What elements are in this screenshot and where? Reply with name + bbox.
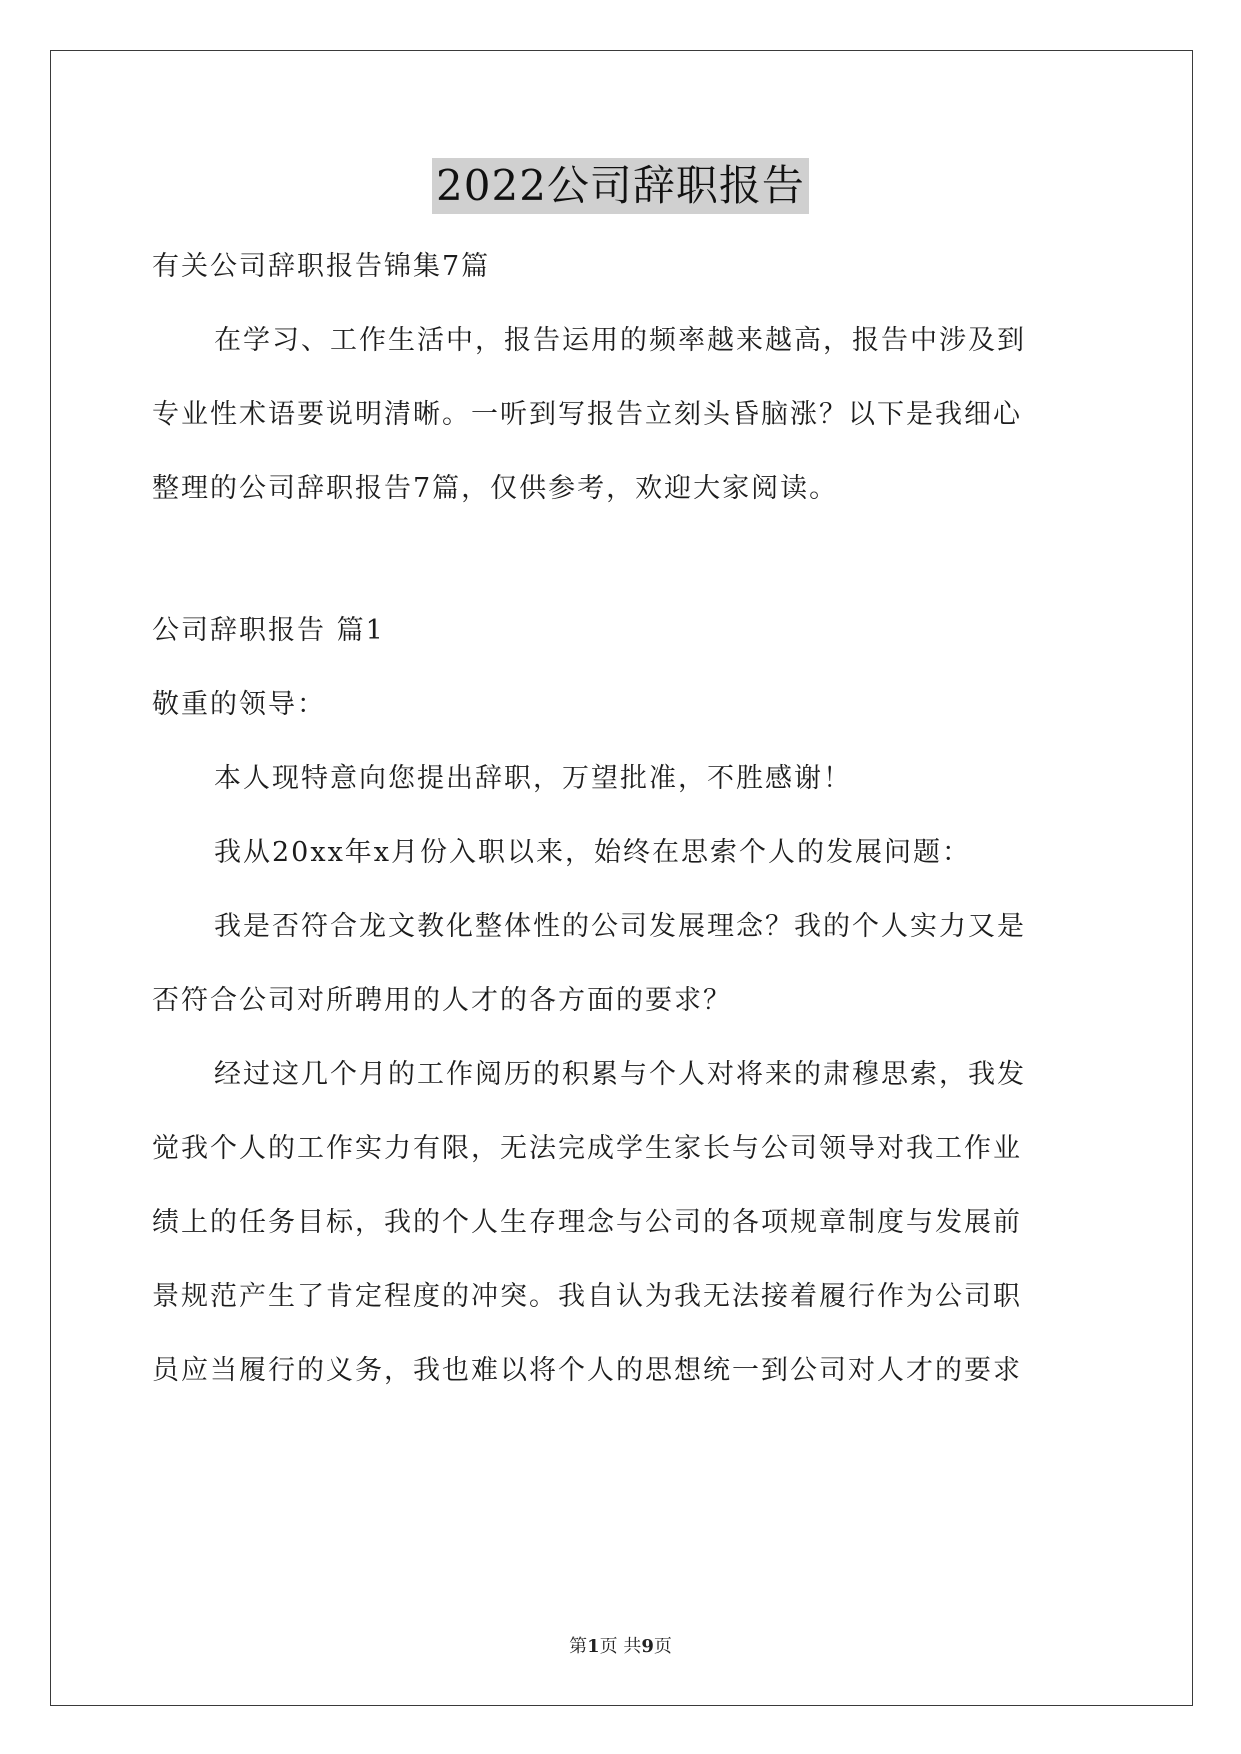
- intro-line: 整理的公司辞职报告7篇，仅供参考，欢迎大家阅读。: [152, 473, 839, 504]
- paragraph-line: 经过这几个月的工作阅历的积累与个人对将来的肃穆思索，我发: [214, 1059, 1026, 1090]
- page-footer: [0, 1632, 1241, 1658]
- paragraph-line: 否符合公司对所聘用的人才的各方面的要求？: [152, 985, 732, 1016]
- footer-suffix: 页: [653, 1636, 672, 1657]
- title-wrap: [0, 158, 1241, 214]
- footer-total-pages: 9: [641, 1636, 654, 1657]
- document-subtitle: 有关公司辞职报告锦集7篇: [152, 251, 491, 282]
- footer-prefix: 第: [569, 1636, 588, 1657]
- paragraph-line: 员应当履行的义务，我也难以将个人的思想统一到公司对人才的要求: [152, 1355, 1022, 1386]
- intro-line: 在学习、工作生活中，报告运用的频率越来越高，报告中涉及到: [214, 325, 1026, 356]
- section-heading: 公司辞职报告 篇1: [152, 615, 385, 646]
- paragraph-line: 绩上的任务目标，我的个人生存理念与公司的各项规章制度与发展前: [152, 1207, 1022, 1238]
- paragraph-line: 景规范产生了肯定程度的冲突。我自认为我无法接着履行作为公司职: [152, 1281, 1022, 1312]
- page-border: [50, 50, 1193, 1706]
- paragraph-line: 我从20xx年x月份入职以来，始终在思索个人的发展问题：: [214, 837, 972, 868]
- intro-line: 专业性术语要说明清晰。一听到写报告立刻头昏脑涨？以下是我细心: [152, 399, 1022, 430]
- paragraph-line: 觉我个人的工作实力有限，无法完成学生家长与公司领导对我工作业: [152, 1133, 1022, 1164]
- paragraph-line: 本人现特意向您提出辞职，万望批准，不胜感谢！: [214, 763, 852, 794]
- footer-mid: 页 共: [599, 1636, 642, 1657]
- footer-page-number: 1: [587, 1636, 600, 1657]
- salutation: 敬重的领导：: [152, 689, 326, 720]
- document-title: 2022公司辞职报告: [432, 158, 809, 214]
- paragraph-line: 我是否符合龙文教化整体性的公司发展理念？我的个人实力又是: [214, 911, 1026, 942]
